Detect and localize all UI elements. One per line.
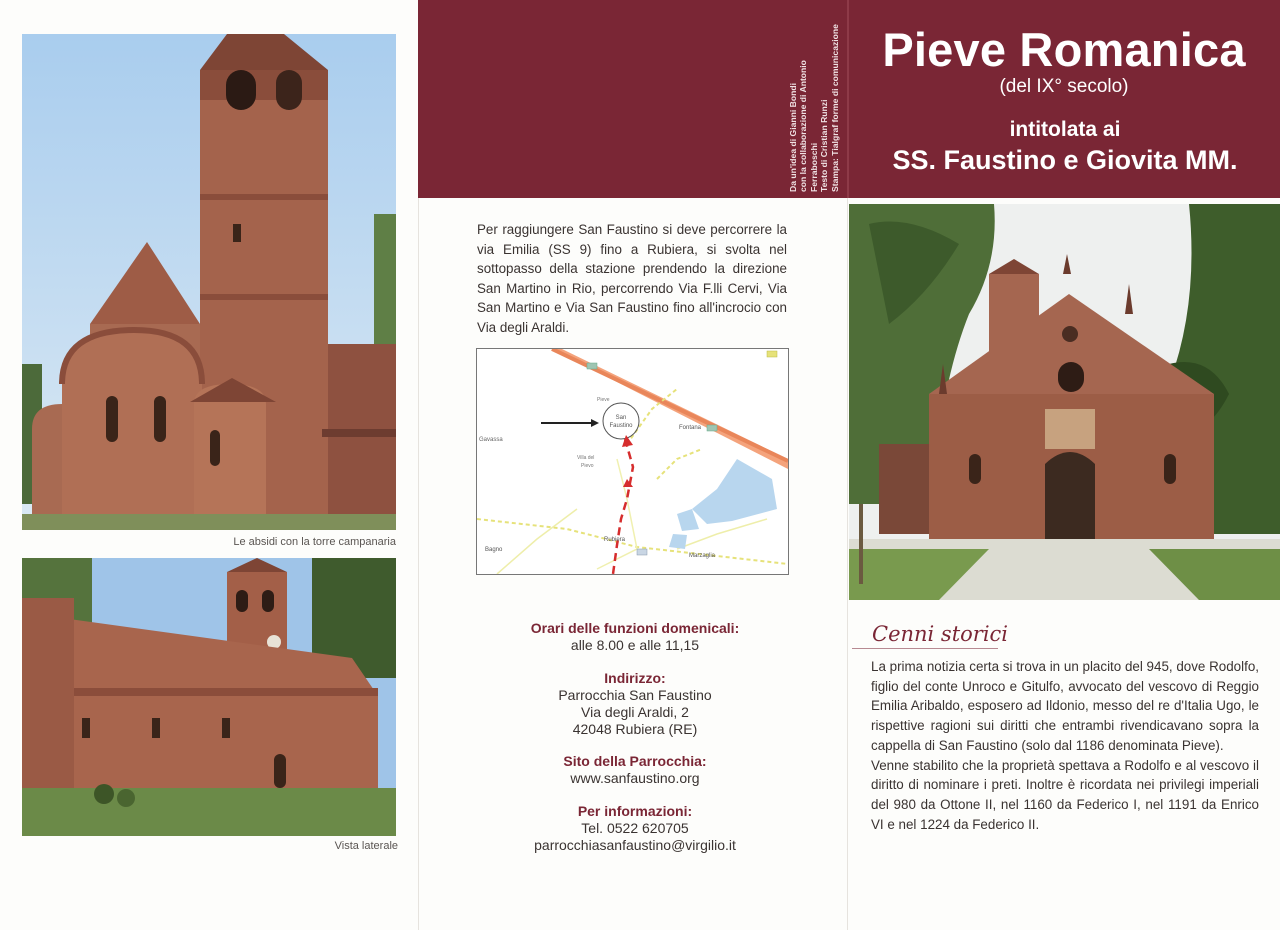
history-paragraph-1: La prima notizia certa si trova in un placito del 945, dove Rodolfo, figlio del conte Unroco e Gitulfo, avvocato del vescovo di Reggio Emilia Aribaldo, esposero ad Ildonio, messo del re d'Italia Ugo, le rispettive ragioni sui diritti che entrambi rivendicavano sopra la cappella di San Faustino (solo dal 1186 denominata Pieve).: [871, 659, 1259, 753]
header-fold: [847, 0, 849, 198]
map-place-villa-2: Pievo: [581, 463, 594, 469]
map-marker-label-1: San: [615, 415, 627, 421]
address-line: 42048 Rubiera (RE): [572, 721, 698, 737]
hours-value: alle 8.00 e alle 11,15: [570, 637, 700, 653]
site-link[interactable]: www.sanfaustino.org: [570, 770, 700, 786]
side-view-photo: [22, 558, 396, 836]
facade-photo: [849, 204, 1280, 600]
credit-line: con la collaborazione di Antonio Ferraboschi: [798, 60, 819, 192]
info-hours: [470, 620, 800, 654]
side-view-photo-caption: Vista laterale: [334, 840, 398, 852]
apses-photo: [22, 34, 396, 530]
address-heading: Indirizzo:: [604, 670, 666, 686]
map-place-fontana: Fontana: [679, 425, 702, 431]
brochure-title: Pieve Romanica: [882, 23, 1246, 76]
map-place-bagno: Bagno: [485, 547, 503, 553]
directions-text: Per raggiungere San Faustino si deve percorrere la via Emilia (SS 9) fino a Rubiera, si svolta nel sottopasso della stazione prendendo la direzione San Martino in Rio, percorrendo Via F.lli Cervi, Via San Martino e Via San Faustino fino all'incrocio con Via degli Araldi.: [477, 222, 787, 335]
site-heading: Sito della Parrocchia:: [563, 753, 707, 769]
dedication-line-2: SS. Faustino e Giovita MM.: [892, 145, 1238, 175]
credit-line: Testo di Cristian Runzi: [819, 99, 830, 192]
contact-heading: Per informazioni:: [577, 803, 693, 819]
email-link[interactable]: parrocchiasanfaustino@virgilio.it: [534, 837, 736, 853]
info-address: [470, 670, 800, 738]
map-place-rubiera: Rubiera: [604, 537, 626, 543]
location-map: [476, 348, 789, 575]
credits-block: [785, 8, 843, 194]
info-site: [470, 753, 800, 787]
credit-line: Da un'idea di Gianni Bondi: [787, 83, 798, 192]
info-contact: [470, 803, 800, 854]
map-place-gavassa: Gavassa: [479, 437, 503, 443]
apses-photo-caption: Le absidi con la torre campanaria: [233, 536, 396, 548]
history-text: [871, 657, 1259, 834]
dedication-line-1: intitolata ai: [1009, 118, 1121, 141]
history-title: Cenni storici: [872, 622, 1009, 646]
map-place-pieve: Pieve: [597, 397, 610, 403]
address-line: Parrocchia San Faustino: [558, 687, 712, 703]
history-title-underline: [852, 648, 998, 649]
hours-heading: Orari delle funzioni domenicali:: [530, 620, 740, 636]
map-place-villa: Villa del: [577, 455, 595, 461]
history-paragraph-2: Venne stabilito che la proprietà spettava a Rodolfo e al vescovo il diritto di nominare i preti. Inoltre è ricordata nei privilegi imperiali del 980 da Ottone II, nel 1160 da Federico I, nel 1191 da Enrico VI e nel 1224 da Federico II.: [871, 757, 1259, 832]
credit-line: Stampa: Tialgraf forme di comunicazione: [829, 24, 840, 192]
map-place-marzaglia: Marzaglia: [689, 553, 716, 559]
map-marker-label-2: Faustino: [609, 423, 633, 429]
brochure-subtitle: (del IX° secolo): [999, 76, 1129, 97]
phone-number: Tel. 0522 620705: [581, 820, 689, 836]
address-line: Via degli Araldi, 2: [581, 704, 689, 720]
